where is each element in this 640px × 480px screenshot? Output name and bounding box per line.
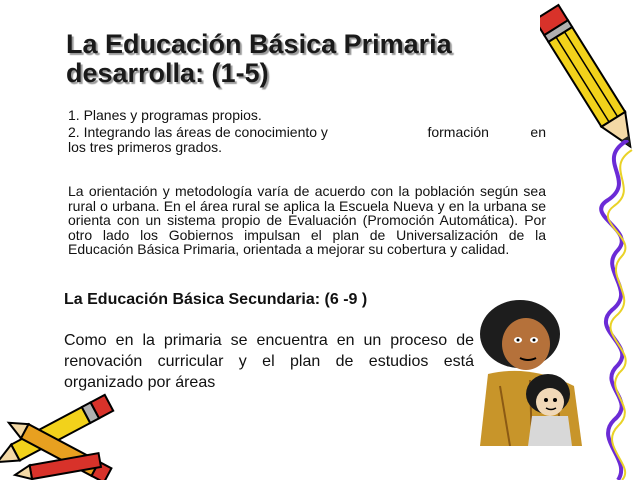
- secondary-subtitle: La Educación Básica Secundaria: (6 -9 ): [64, 291, 368, 308]
- title-line-1: La Educación Básica Primaria: [66, 29, 452, 59]
- list-item-2: [68, 125, 546, 140]
- title-line-2: desarrolla: (1-5): [66, 58, 269, 88]
- list-item-2-continuation: los tres primeros grados.: [68, 139, 223, 155]
- slide-title: [66, 30, 536, 88]
- numbered-list: [68, 108, 546, 157]
- teacher-with-child-icon: [470, 296, 588, 446]
- list-item-1: 1. Planes y programas propios.: [68, 107, 262, 123]
- secondary-paragraph: Como en la primaria se encuentra en un proceso de renovación curricular y el plan de estudios está organizado por áreas: [64, 332, 474, 391]
- list-item-2-part-c: en: [530, 124, 546, 140]
- primary-paragraph: La orientación y metodología varía de acuerdo con la población según sea rural o urbana. En el área rural se aplica la Escuela Nueva y en la urbana se orienta con un sistema propio de Evaluación (Promoción Automática). Por otro lado los Gobiernos impulsan el plan de Universalización de la Educación Básica Primaria, orientada a mejorar su cobertura y calidad.: [68, 183, 546, 257]
- list-item-2-part-a: 2. Integrando las áreas de conocimiento y: [68, 124, 328, 140]
- curly-ribbon-icon: [588, 140, 640, 480]
- list-item-2-part-b: formación: [427, 124, 489, 140]
- pencils-icon: [0, 380, 140, 480]
